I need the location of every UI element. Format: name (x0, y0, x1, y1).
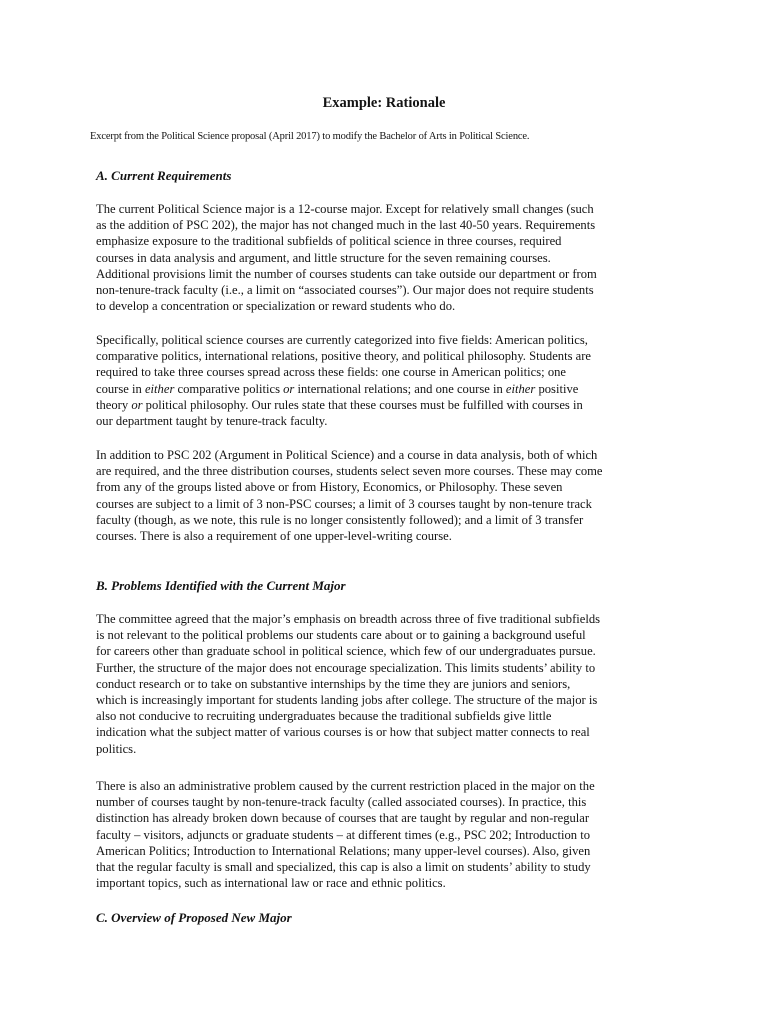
text-run: course in (96, 381, 145, 396)
text-line (96, 381, 676, 397)
text-line: also not conducive to recruiting undergraduates because the traditional subfields give little (96, 709, 552, 724)
section-heading-overview: C. Overview of Proposed New Major (96, 910, 292, 925)
text-line: American Politics; Introduction to International Relations; many upper-level courses). Also, given (96, 843, 591, 858)
emphasis-either: either (505, 381, 536, 396)
emphasis-or: or (131, 397, 143, 412)
text-line: There is also an administrative problem caused by the current restriction placed in the major on the (96, 779, 595, 793)
text-line: The committee agreed that the major’s emphasis on breadth across three of five traditional subfields (96, 612, 601, 626)
text-line: faculty (though, as we note, this rule is no longer consistently followed); and a limit of 3 transfer (96, 512, 584, 527)
text-line: to develop a concentration or specialization or reward students who do. (96, 299, 456, 314)
text-line: politics. (96, 741, 137, 756)
text-run: comparative politics (174, 381, 284, 396)
text-line: number of courses taught by non-tenure-track faculty (called associated courses). In practice, this (96, 795, 587, 810)
text-line: emphasize exposure to the traditional subfields of political science in three courses, required (96, 234, 562, 249)
text-line: non-tenure-track faculty (i.e., a limit on “associated courses”). Our major does not require students (96, 283, 594, 298)
text-line: is not relevant to the political problems our students care about or to gaining a background useful (96, 628, 586, 643)
text-line: The current Political Science major is a 12-course major. Except for relatively small changes (such (96, 202, 594, 216)
text-line: that the regular faculty is small and specialized, this cap is also a limit on students’ ability to study (96, 860, 591, 875)
paragraph-administrative-problem (96, 778, 676, 891)
text-line: for careers other than graduate school in political science, which few of our undergraduates pursue. (96, 644, 596, 659)
text-line: In addition to PSC 202 (Argument in Political Science) and a course in data analysis, both of which (96, 448, 598, 462)
text-run: international relations; and one course in (294, 381, 506, 396)
text-line: courses. There is also a requirement of one upper-level-writing course. (96, 529, 452, 544)
text-line: are required, and the three distribution courses, students select seven more courses. These may come (96, 464, 603, 479)
emphasis-either: either (144, 381, 175, 396)
paragraph-fields (96, 332, 676, 429)
text-line: our department taught by tenure-track faculty. (96, 414, 328, 429)
text-run: positive (535, 381, 579, 396)
text-line: courses are subject to a limit of 3 non-PSC courses; a limit of 3 courses taught by non-tenure track (96, 496, 592, 511)
text-line (96, 397, 676, 413)
paragraph-current-major (96, 201, 676, 314)
text-run: political philosophy. Our rules state that these courses must be fulfilled with courses in (142, 397, 583, 412)
section-heading-problems: B. Problems Identified with the Current Major (96, 578, 346, 593)
text-line: indication what the subject matter of various courses is or how that subject matter connects to real (96, 725, 590, 740)
section-heading-current-requirements: A. Current Requirements (96, 168, 232, 183)
text-line: courses in data analysis and argument, and little structure for the seven remaining courses. (96, 250, 551, 265)
text-line: which is increasingly important for students landing jobs after college. The structure of the major is (96, 693, 598, 708)
text-line: as the addition of PSC 202), the major has not changed much in the last 40-50 years. Requirements (96, 218, 596, 233)
text-line: from any of the groups listed above or from History, Economics, or Philosophy. These seven (96, 480, 563, 495)
text-line: conduct research or to take on substantive internships by the time they are juniors and seniors, (96, 676, 571, 691)
text-line: important topics, such as international law or race and ethnic politics. (96, 876, 446, 891)
paragraph-distribution (96, 447, 676, 544)
text-line: required to take three courses spread across these fields: one course in American politics; one (96, 365, 567, 380)
text-run: theory (96, 397, 132, 412)
text-line: Additional provisions limit the number of courses students can take outside our department or from (96, 266, 597, 281)
page-title: Example: Rationale (322, 95, 446, 111)
paragraph-problems-breadth (96, 611, 676, 757)
text-line: Specifically, political science courses are currently categorized into five fields: American politics, (96, 333, 588, 347)
text-line: Further, the structure of the major does not encourage specialization. This limits students’ ability to (96, 660, 596, 675)
excerpt-note: Excerpt from the Political Science proposal (April 2017) to modify the Bachelor of Arts in Political Science. (90, 131, 530, 142)
emphasis-or: or (283, 381, 295, 396)
text-line: distinction has already broken down because of courses that are taught by regular and non-regular (96, 811, 590, 826)
text-line: faculty – visitors, adjuncts or graduate students – at different times (e.g., PSC 202; Introduction to (96, 827, 590, 842)
text-line: comparative politics, international relations, positive theory, and political philosophy. Students are (96, 349, 592, 364)
